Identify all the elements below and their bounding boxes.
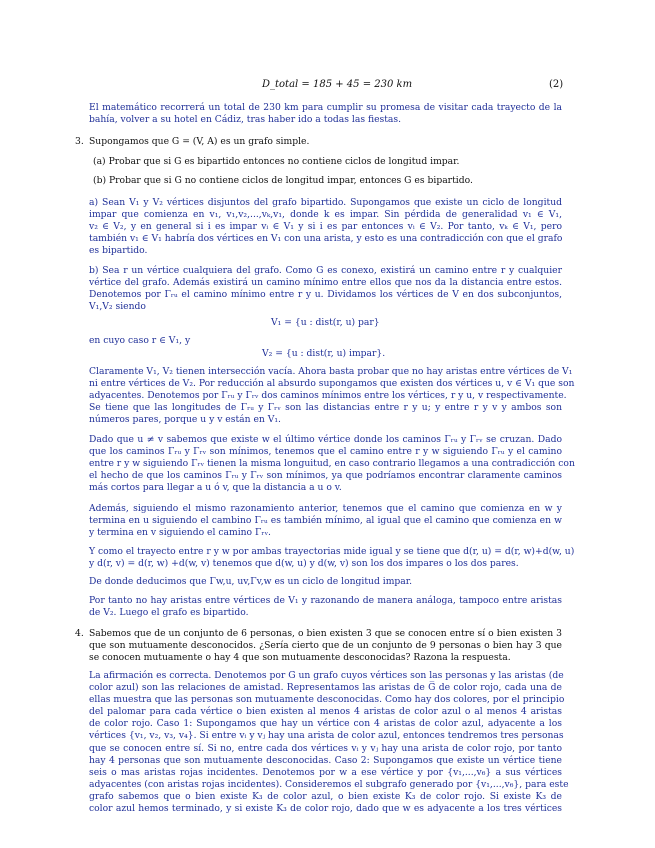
text-line: Denotemos por Γᵣᵤ el camino mínimo entre r y u. Dividamos los vértices de V en dos subconjuntos, [89,289,562,301]
text-line: Claramente V₁, V₂ tienen intersección vacía. Ahora basta probar que no hay aristas entre vértices de V₁ [89,366,573,377]
problem-4-number: 4. [75,628,84,639]
answer-3b [89,265,562,313]
text-line: De donde deducimos que Γw,u, uv,Γv,w es un ciclo de longitud impar. [89,576,413,587]
text-line: La afirmación es correcta. Denotemos por G un grafo cuyos vértices son las personas y las aristas (de [89,670,564,681]
conclusion-paragraph [89,102,562,126]
text-line: que son mutuamente desconocidos. ¿Sería cierto que de un conjunto de 9 personas o bien hay 3 que [89,640,562,652]
text-line: Se tiene que las longitudes de Γᵣᵤ y Γᵣᵥ son las distancias entre r y u; y entre r y v y ambos son [89,402,562,414]
problem-3-part-a: (a) Probar que si G es bipartido entonces no contiene ciclos de longitud impar. [93,156,460,167]
text-line: El matemático recorrerá un total de 230 km para cumplir su promesa de visitar cada trayecto de la [89,102,562,113]
problem-3-statement [89,136,562,148]
text-line: color azul) son las relaciones de amistad. Representamos las aristas de G̅ de color rojo, cada una de [89,682,562,694]
paragraph-given [89,434,575,494]
text-line: del palomar para cada vértice o bien existen al menos 4 aristas de color azul o al menos 4 aristas [89,706,562,718]
text-line: bahía, volver a su hotel en Cádiz, tras haber ido a todas las fiestas. [89,114,402,126]
text-line: Además, siguiendo el mismo razonamiento anterior, tenemos que el camino que comienza en w y [89,503,562,514]
text-line: también v₁ ∈ V₁ habría dos vértices en V₁ con una arista, y esto es una contradicción con que el grafo [89,233,563,245]
problem-3-number: 3. [75,136,84,147]
paragraph-since [89,546,575,570]
text-line: color azul hemos terminado, y si existe K₃ de color rojo, dado que w es adyacente a los tres vértices [89,803,562,815]
text-line: seis o mas aristas rojas incidentes. Denotemos por w a ese vértice y por {v₁,...,v₆} a sus vértices [89,766,562,778]
equation-number: (2) [549,79,564,90]
text-line: el hecho de que los caminos Γᵣᵤ y Γᵣᵥ son mínimos, ya que podríamos encontrar claramente caminos [89,470,562,482]
text-line: Y como el trayecto entre r y w por ambas trayectorias mide igual y se tiene que d(r, u) = d(r, w)+d(w, u) [89,546,575,557]
text-line: de V₂. Luego el grafo es bipartido. [89,607,249,619]
paragraph-deduce [89,576,562,588]
text-line: ellas muestra que las personas son mutuamente desconocidas. Como hay dos colores, por el principio [89,694,565,706]
text-line: vértice del grafo. Además existirá un camino mínimo entre ellos que nos da la distancia entre estos. [89,277,562,289]
paragraph-final [89,595,562,619]
text-line: hay 4 personas que son mutuamente desconocidas. Caso 2: Supongamos que existe un vértice tiene [89,754,562,766]
text-line: Supongamos que G = (V, A) es un grafo simple. [89,136,310,147]
text-line: a) Sean V₁ y V₂ vértices disjuntos del grafo bipartido. Supongamos que existe un ciclo de longitud [89,197,562,208]
text-line: v₂ ∈ V₂, y en general si i es impar vᵢ ∈ V₁ y si i es par entonces vᵢ ∈ V₂. Por tanto, vₖ ∈ V₁, pero [89,221,562,233]
case-line [89,335,562,347]
text-line: que se conocen entre sí. Si no, entre cada dos vértices vᵢ y vⱼ hay una arista de color rojo, por tanto [89,742,562,754]
text-line: adyacentes (con aristas rojas incidentes). Consideremos el subgrafo generado por {v₁,...,v₆}, para este [89,778,569,790]
text-line: es bipartido. [89,245,148,257]
text-line: b) Sea r un vértice cualquiera del grafo. Como G es conexo, existirá un camino entre r y cualquier [89,265,562,276]
paragraph-clear [89,366,575,426]
text-line: de color rojo. Caso 1: Supongamos que hay un vértice con 4 aristas de color azul, adyacente a los [89,718,562,730]
problem-3-part-b: (b) Probar que si G no contiene ciclos de longitud impar, entonces G es bipartido. [93,175,473,186]
text-line: entre r y w siguiendo Γᵣᵥ tienen la misma longuitud, en caso contrario llegamos a una contradicción con [89,458,575,470]
answer-3a [89,197,562,257]
text-line: se conocen mutuamente o hay 4 que son mutuamente desconocidas? Razona la respuesta. [89,652,511,664]
problem-4-statement [89,628,562,664]
paragraph-further [89,503,562,539]
text-line: ni entre vértices de V₂. Por reducción al absurdo supongamos que existen dos vértices u, v ∈ V₁ que son [89,378,575,390]
set-v2-definition: V₂ = {u : dist(r, u) impar}. [262,348,386,359]
text-line: termina en u siguiendo el cambino Γᵣᵤ es también mínimo, al igual que el camino que comienza en w [89,515,562,527]
text-line: Dado que u ≠ v sabemos que existe w el último vértice donde los caminos Γᵣᵤ y Γᵣᵥ se cruzan. Dado [89,434,562,445]
text-line: más cortos para llegar a u ó v, que la distancia a u o v. [89,482,342,494]
text-line: Por tanto no hay aristas entre vértices de V₁ y razonando de manera análoga, tampoco entre aristas [89,595,562,606]
text-line: y d(r, v) = d(r, w) +d(w, v) tenemos que d(w, u) y d(w, v) son los dos impares o los dos pares. [89,558,519,570]
text-line: V₁,V₂ siendo [89,301,146,313]
text-line: grafo sabemos que o bien existe K₃ de color azul, o bien existe K₃ de color rojo. Si existe K₃ de [89,790,562,802]
answer-4 [89,670,569,815]
text-line: números pares, porque u y v están en V₁. [89,414,281,426]
text-line: que los caminos Γᵣᵤ y Γᵣᵥ son mínimos, tenemos que el camino entre r y w siguiendo Γᵣᵤ y el camino [89,446,562,458]
equation-total-distance: D_total = 185 + 45 = 230 km [262,79,413,90]
text-line: vértices {v₁, v₂, v₃, v₄}. Si entre vᵢ y vⱼ hay una arista de color azul, entonces tendremos tres personas [89,730,564,742]
text-line: adyacentes. Denotemos por Γᵣᵤ y Γᵣᵥ dos caminos mínimos entre los vértices, r y u, v respectivamente. [89,390,567,402]
text-line: Sabemos que de un conjunto de 6 personas, o bien existen 3 que se conocen entre sí o bien existen 3 [89,628,562,639]
text-line: impar que comienza en v₁, v₁,v₂,...,vₖ,v₁, donde k es impar. Sin pérdida de generalidad v₁ ∈ V₁, [89,209,562,221]
set-v1-definition: V₁ = {u : dist(r, u) par} [271,317,380,328]
text-line: y termina en v siguiendo el camino Γᵣᵥ. [89,527,271,539]
text-line: en cuyo caso r ∈ V₁, y [89,335,191,346]
